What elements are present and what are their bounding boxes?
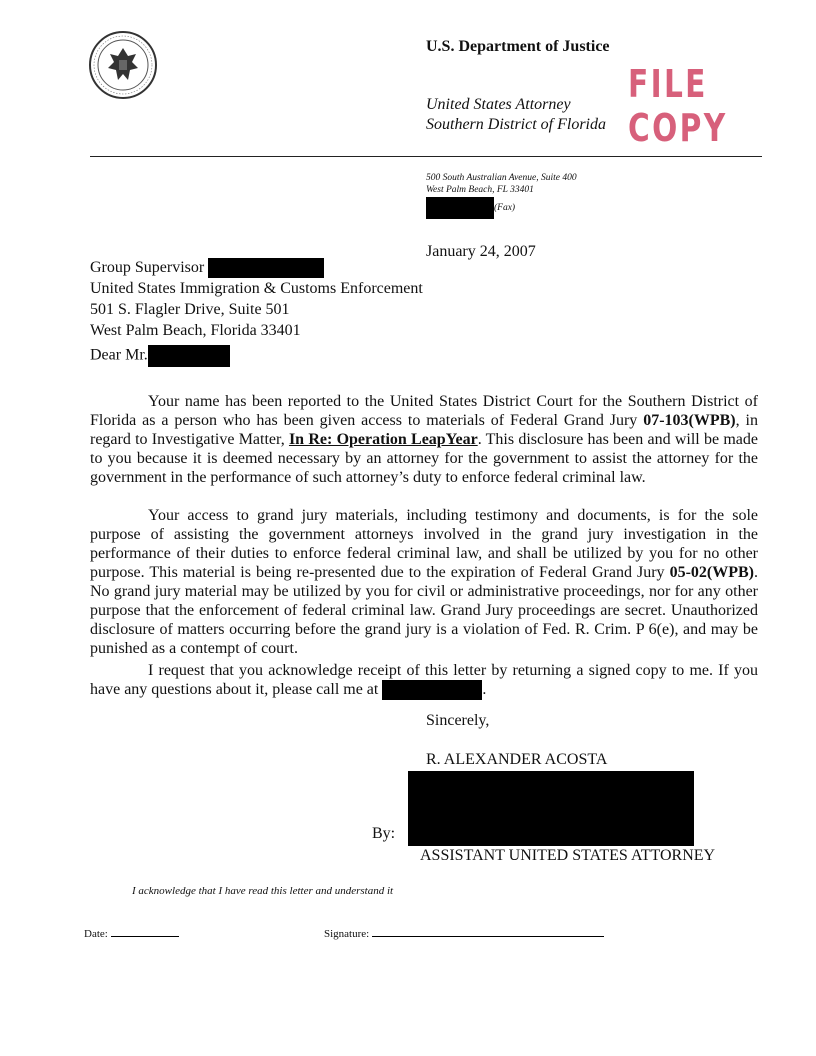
redaction-block — [208, 258, 324, 278]
body-paragraph-2 — [90, 506, 758, 658]
fax-label: (Fax) — [494, 203, 516, 214]
valediction: Sincerely, — [426, 712, 490, 729]
address-line-1: 500 South Australian Avenue, Suite 400 — [426, 173, 577, 183]
signature-label: Signature: — [324, 928, 370, 940]
p1-text-b: , in regard to Investigative Matter, — [90, 412, 758, 448]
fax-line — [426, 197, 515, 219]
redaction-block — [382, 680, 482, 700]
recipient-line-4: West Palm Beach, Florida 33401 — [90, 322, 301, 340]
redacted-signature — [408, 771, 694, 846]
grand-jury-id: 07-103(WPB) — [643, 412, 736, 429]
file-copy-stamp: FILE COPY — [628, 62, 728, 150]
signer-title: ASSISTANT UNITED STATES ATTORNEY — [420, 847, 716, 864]
office-name — [426, 95, 606, 135]
address-line-2: West Palm Beach, FL 33401 — [426, 185, 534, 195]
p2-text-b: . No grand jury material may be utilized by you for civil or administrative proceedings, nor for any other purpose that the enforcement of federal criminal law. Grand Jury proceedings are secret. Unauthorized disclosure of matters occurring before the grand jury is a violation of Fed. R. Crim. P 6(e), and may be punished as a contempt of court. — [90, 564, 758, 657]
signature-line[interactable] — [372, 936, 604, 937]
signer-name: R. ALEXANDER ACOSTA — [426, 751, 608, 768]
recipient-address — [90, 257, 423, 341]
date-field — [84, 928, 179, 940]
office-address — [426, 172, 577, 196]
letter-date: January 24, 2007 — [426, 243, 536, 260]
header-divider — [90, 156, 762, 157]
department-name: U.S. Department of Justice — [426, 38, 610, 55]
salutation-text: Dear Mr. — [90, 346, 148, 364]
date-line[interactable] — [111, 936, 179, 937]
office-line-2: Southern District of Florida — [426, 116, 606, 133]
recipient-title: Group Supervisor — [90, 259, 205, 276]
recipient-line-3: 501 S. Flagler Drive, Suite 501 — [90, 301, 290, 319]
body-paragraph-1 — [90, 392, 758, 487]
prior-grand-jury-id: 05-02(WPB) — [669, 564, 754, 581]
acknowledgment-statement: I acknowledge that I have read this letter and understand it — [132, 885, 394, 897]
p3-text-b: . — [482, 681, 487, 698]
salutation — [90, 345, 230, 367]
by-label: By: — [372, 825, 396, 842]
recipient-line-2: United States Immigration & Customs Enforcement — [90, 280, 423, 298]
investigative-matter: In Re: Operation LeapYear — [288, 431, 478, 448]
redaction-block — [148, 345, 230, 367]
p1-text-a: Your name has been reported to the United States District Court for the Southern District of Florida as a person who has been given access to materials of Federal Grand Jury — [90, 393, 758, 429]
p2-text-a: Your access to grand jury materials, including testimony and documents, is for the sole purpose of assisting the government attorneys involved in the grand jury investigation in the performance of their duties to enforce federal criminal law, and shall be utilized by you for no other purpose. This material is being re-presented due to the expiration of Federal Grand Jury — [90, 507, 758, 581]
p3-text-a: I request that you acknowledge receipt of this letter by returning a signed copy to me. If you have any questions about it, please call me at — [90, 662, 758, 698]
date-label: Date: — [84, 928, 108, 940]
signature-field — [324, 928, 604, 940]
doj-seal-icon — [88, 30, 158, 100]
body-paragraph-3 — [90, 661, 758, 700]
p1-text-c: . This disclosure has been and will be made to you because it is deemed necessary by an attorney for the government to assist the attorney for the government in the performance of such attorney’s duty to enforce federal criminal law. — [90, 431, 758, 486]
office-line-1: United States Attorney — [426, 96, 571, 113]
redaction-block — [426, 197, 494, 219]
recipient-line-1 — [90, 257, 423, 278]
